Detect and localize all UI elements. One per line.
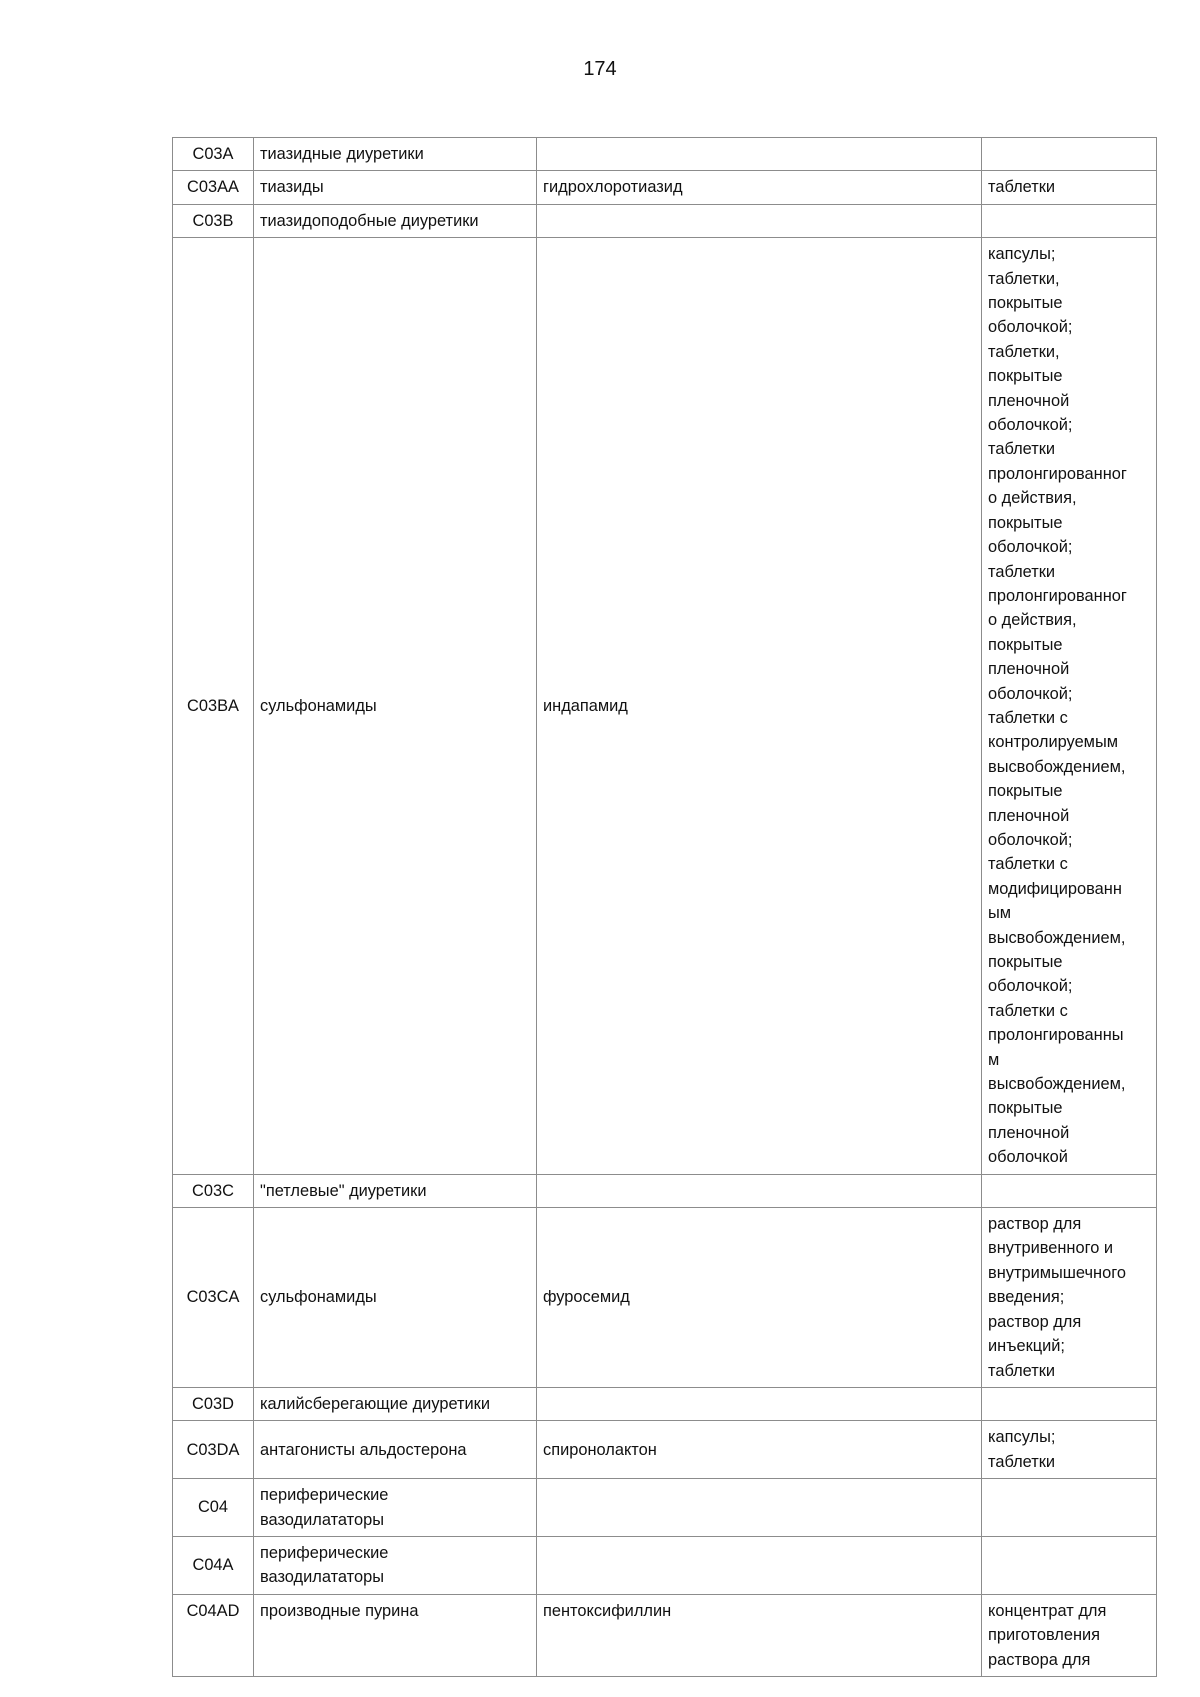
group-name: калийсберегающие диуретики bbox=[254, 1387, 537, 1420]
dosage-form bbox=[982, 1536, 1157, 1594]
group-name: тиазидоподобные диуретики bbox=[254, 204, 537, 237]
table-row bbox=[173, 1479, 1157, 1537]
dosage-form: капсулы; таблетки, покрытые оболочкой; таблетки, покрытые пленочной оболочкой; таблетки пролонгированног о действия, покрытые оболочкой; таблетки пролонгированног о действия, покрытые пленочной оболочкой; таблетки с контролируемым высвобождением, покрытые пленочной оболочкой; таблетки с модифицированн ым высвобождением, покрытые оболочкой; таблетки с пролонгированны м высвобождением, покрытые пленочной оболочкой bbox=[982, 238, 1157, 1174]
drug-name: гидрохлоротиазид bbox=[537, 171, 982, 204]
table-row bbox=[173, 1536, 1157, 1594]
dosage-form bbox=[982, 1174, 1157, 1207]
atc-code: C03DA bbox=[173, 1421, 254, 1479]
dosage-form: концентрат для приготовления раствора для bbox=[982, 1594, 1157, 1676]
dosage-form: таблетки bbox=[982, 171, 1157, 204]
drug-name bbox=[537, 1174, 982, 1207]
group-name: периферические вазодилататоры bbox=[254, 1536, 537, 1594]
atc-code: C03B bbox=[173, 204, 254, 237]
group-name: производные пурина bbox=[254, 1594, 537, 1676]
dosage-form bbox=[982, 204, 1157, 237]
dosage-form: капсулы; таблетки bbox=[982, 1421, 1157, 1479]
drug-table bbox=[172, 137, 1157, 1677]
group-name: сульфонамиды bbox=[254, 238, 537, 1174]
group-name: тиазиды bbox=[254, 171, 537, 204]
dosage-form bbox=[982, 1479, 1157, 1537]
atc-code: C04 bbox=[173, 1479, 254, 1537]
drug-name bbox=[537, 1479, 982, 1537]
atc-code: C03CA bbox=[173, 1208, 254, 1388]
table-row bbox=[173, 138, 1157, 171]
drug-name: пентоксифиллин bbox=[537, 1594, 982, 1676]
drug-name bbox=[537, 138, 982, 171]
table-row bbox=[173, 1174, 1157, 1207]
atc-code: C03A bbox=[173, 138, 254, 171]
dosage-form bbox=[982, 138, 1157, 171]
dosage-form bbox=[982, 1387, 1157, 1420]
drug-name: спиронолактон bbox=[537, 1421, 982, 1479]
atc-code: C03D bbox=[173, 1387, 254, 1420]
group-name: антагонисты альдостерона bbox=[254, 1421, 537, 1479]
page-number: 174 bbox=[583, 58, 617, 80]
group-name: тиазидные диуретики bbox=[254, 138, 537, 171]
drug-name: фуросемид bbox=[537, 1208, 982, 1388]
drug-name bbox=[537, 1536, 982, 1594]
table-row bbox=[173, 171, 1157, 204]
group-name: периферические вазодилататоры bbox=[254, 1479, 537, 1537]
dosage-form: раствор для внутривенного и внутримышечного введения; раствор для инъекций; таблетки bbox=[982, 1208, 1157, 1388]
table-row bbox=[173, 1387, 1157, 1420]
group-name: сульфонамиды bbox=[254, 1208, 537, 1388]
atc-code: C03AA bbox=[173, 171, 254, 204]
table-row bbox=[173, 1421, 1157, 1479]
table-row bbox=[173, 204, 1157, 237]
atc-code: C03BA bbox=[173, 238, 254, 1174]
atc-code: C04A bbox=[173, 1536, 254, 1594]
drug-name: индапамид bbox=[537, 238, 982, 1174]
drug-name bbox=[537, 1387, 982, 1420]
drug-name bbox=[537, 204, 982, 237]
group-name: "петлевые" диуретики bbox=[254, 1174, 537, 1207]
table-row bbox=[173, 1594, 1157, 1676]
atc-code: C03C bbox=[173, 1174, 254, 1207]
table-row bbox=[173, 1208, 1157, 1388]
table-row bbox=[173, 238, 1157, 1174]
atc-code: C04AD bbox=[173, 1594, 254, 1676]
